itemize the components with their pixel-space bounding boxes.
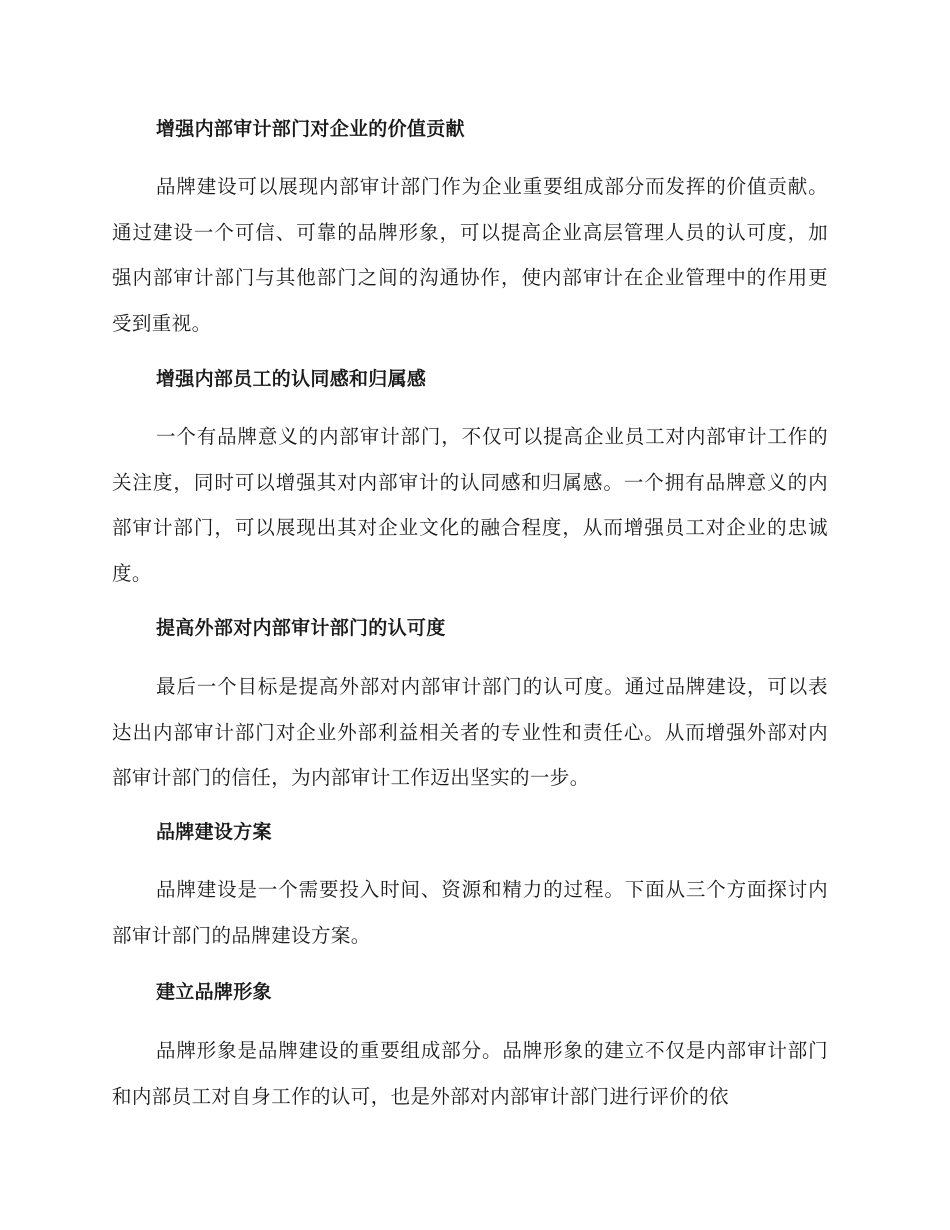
section-heading-external-recognition: 提高外部对内部审计部门的认可度 <box>156 617 446 639</box>
section-paragraph-employee-identity: 一个有品牌意义的内部审计部门，不仅可以提高企业员工对内部审计工作的关注度，同时可以增强其对内部审计的认同感和归属感。一个拥有品牌意义的内部审计部门，可以展现出其对企业文化的融合程度，从而增强员工对企业的忠诚度。 <box>112 425 828 585</box>
section-paragraph-value-contribution: 品牌建设可以展现内部审计部门作为企业重要组成部分而发挥的价值贡献。通过建设一个可信、可靠的品牌形象，可以提高企业高层管理人员的认可度，加强内部审计部门与其他部门之间的沟通协作，使内部审计在企业管理中的作用更受到重视。 <box>112 175 828 335</box>
section-heading-employee-identity: 增强内部员工的认同感和归属感 <box>156 368 427 390</box>
section-paragraph-brand-plan: 品牌建设是一个需要投入时间、资源和精力的过程。下面从三个方面探讨内部审计部门的品牌建设方案。 <box>112 878 828 947</box>
section-heading-value-contribution: 增强内部审计部门对企业的价值贡献 <box>156 118 465 140</box>
section-heading-brand-image: 建立品牌形象 <box>156 981 272 1003</box>
section-paragraph-brand-image: 品牌形象是品牌建设的重要组成部分。品牌形象的建立不仅是内部审计部门和内部员工对自身工作的认可，也是外部对内部审计部门进行评价的依 <box>112 1039 828 1108</box>
section-paragraph-external-recognition: 最后一个目标是提高外部对内部审计部门的认可度。通过品牌建设，可以表达出内部审计部门对企业外部利益相关者的专业性和责任心。从而增强外部对内部审计部门的信任，为内部审计工作迈出坚实的一步。 <box>112 675 828 789</box>
section-heading-brand-plan: 品牌建设方案 <box>156 821 272 843</box>
